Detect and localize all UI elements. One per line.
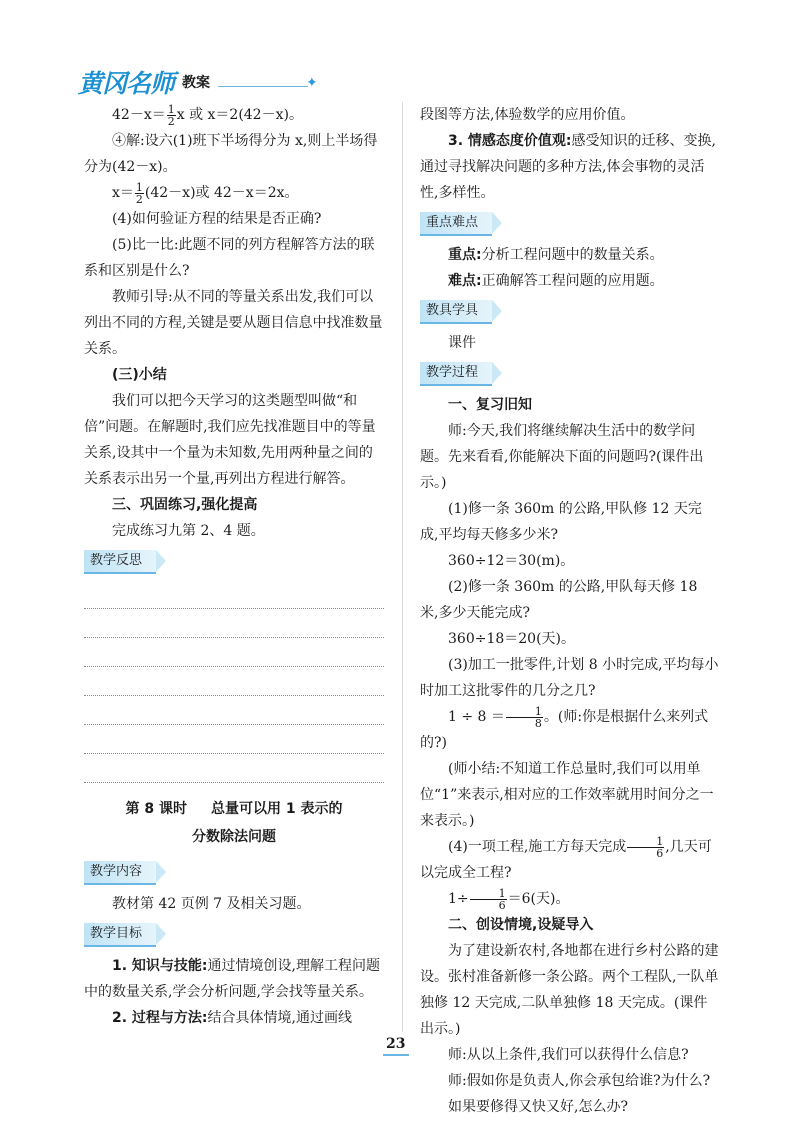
teacher-guidance: 教师引导:从不同的等量关系出发,我们可以列出不同的方程,关键是要从题目信息中找准数量关系。 <box>84 289 383 357</box>
scene-question-2: 师:假如你是负责人,你会承包给谁?为什么? <box>448 1073 711 1089</box>
scene-question-3: 如果要修得又快又好,怎么办? <box>448 1099 628 1115</box>
practice-heading: 三、巩固练习,强化提高 <box>112 497 258 513</box>
review-text: 师:今天,我们将继续解决生活中的数学问题。先来看看,你能解决下面的问题吗?(课件出示。) <box>420 423 704 491</box>
review-a3: 1 ÷ 8 ＝ $\frac{1}{8}$ 。(师:你是根据什么来列式的?) <box>420 704 709 751</box>
content-text: 教材第 42 页例 7 及相关习题。 <box>112 896 311 912</box>
dotted-line <box>84 696 384 725</box>
goal-3: 3. 情感态度价值观:感受知识的迁移、变换,通过寻找解决问题的多种方法,体会事物的灵活性,多样性。 <box>420 133 716 201</box>
fraction: $\frac{1}{8}$ <box>506 706 543 729</box>
section-banner-content: 教学内容 <box>84 861 156 885</box>
reflection-lines <box>84 580 384 783</box>
review-q2: (2)修一条 360m 的公路,甲队每天修 18 米,多少天能完成? <box>420 579 698 621</box>
section-banner-tools: 教具学具 <box>420 300 492 324</box>
tools-text: 课件 <box>448 335 476 351</box>
brand-logo: 黄冈名师 <box>78 69 175 98</box>
solution-step-4: ④解:设六(1)班下半场得分为 x,则上半场得分为(42－x)。 <box>84 133 378 175</box>
scene-text: 为了建设新农村,各地都在进行乡村公路的建设。张村准备新修一条公路。两个工程队,一队单独修 12 天完成,二队单独修 18 天完成。(课件出示。) <box>420 943 719 1037</box>
dotted-line <box>84 580 384 609</box>
right-column <box>420 102 720 1120</box>
dotted-line <box>84 609 384 638</box>
section-banner-reflection: 教学反思 <box>84 550 156 574</box>
equation-line-1: 42－x＝ $\frac{1}{2}$ x 或 x＝2(42－x)。 <box>112 102 303 128</box>
summary-text: 我们可以把今天学习的这类题型叫做“和倍”问题。在解题时,我们应先找准题目中的等量关系,设其中一个量为未知数,先用两种量之间的关系表示出另一个量,再列出方程进行解答。 <box>84 393 376 487</box>
dotted-line <box>84 754 384 783</box>
dotted-line <box>84 638 384 667</box>
scene-heading: 二、创设情境,设疑导入 <box>448 917 594 933</box>
question-5: (5)比一比:此题不同的列方程解答方法的联系和区别是什么? <box>84 237 375 279</box>
review-heading: 一、复习旧知 <box>448 397 532 413</box>
goal-2-continued: 段图等方法,体验数学的应用价值。 <box>420 107 635 123</box>
page-header <box>78 64 328 98</box>
review-q4: (4)一项工程,施工方每天完成 $\frac{1}{6}$ ,几天可以完成全工程? <box>420 834 712 881</box>
practice-text: 完成练习九第 2、4 题。 <box>112 523 265 539</box>
header-rule <box>218 86 308 87</box>
review-a1: 360÷12＝30(m)。 <box>448 553 575 569</box>
goal-2: 2. 过程与方法:结合具体情境,通过画线 <box>112 1010 352 1026</box>
equation-line-2: x＝ $\frac{1}{2}$ (42－x)或 42－x＝2x。 <box>112 180 299 206</box>
dotted-line <box>84 667 384 696</box>
page-number: 23 <box>386 1036 406 1052</box>
fraction: $\frac{1}{2}$ <box>135 180 143 206</box>
fraction: $\frac{1}{6}$ <box>627 836 664 859</box>
question-4: (4)如何验证方程的结果是否正确? <box>112 211 322 227</box>
scene-question-1: 师:从以上条件,我们可以获得什么信息? <box>448 1047 689 1063</box>
difficulty-point: 难点:正确解答工程问题的应用题。 <box>448 273 664 289</box>
left-column <box>84 102 384 1031</box>
sparkle-icon: ✦ <box>306 75 318 91</box>
review-a2: 360÷18＝20(天)。 <box>448 631 576 647</box>
section-banner-process: 教学过程 <box>420 362 492 386</box>
page-number-underline <box>383 1054 409 1056</box>
fraction: $\frac{1}{2}$ <box>167 102 175 128</box>
section-banner-key-points: 重点难点 <box>420 212 492 236</box>
summary-heading: (三)小结 <box>112 367 167 383</box>
brand-subtitle: 教案 <box>182 75 210 91</box>
lesson-title: 第 8 课时 总量可以用 1 表示的 分数除法问题 <box>125 801 343 845</box>
section-banner-goals: 教学目标 <box>84 923 156 947</box>
column-divider <box>402 102 403 1032</box>
goal-1: 1. 知识与技能:通过情境创设,理解工程问题中的数量关系,学会分析问题,学会找等量关系。 <box>84 958 380 1000</box>
review-q3: (3)加工一批零件,计划 8 小时完成,平均每小时加工这批零件的几分之几? <box>420 657 719 699</box>
dotted-line <box>84 725 384 754</box>
review-a4: 1÷ $\frac{1}{6}$ ＝6(天)。 <box>448 886 570 912</box>
teacher-summary: (师小结:不知道工作总量时,我们可以用单位“1”来表示,相对应的工作效率就用时间分之一来表示。) <box>420 761 714 829</box>
review-q1: (1)修一条 360m 的公路,甲队修 12 天完成,平均每天修多少米? <box>420 501 702 543</box>
fraction: $\frac{1}{6}$ <box>470 888 507 911</box>
key-point: 重点:分析工程问题中的数量关系。 <box>448 247 664 263</box>
